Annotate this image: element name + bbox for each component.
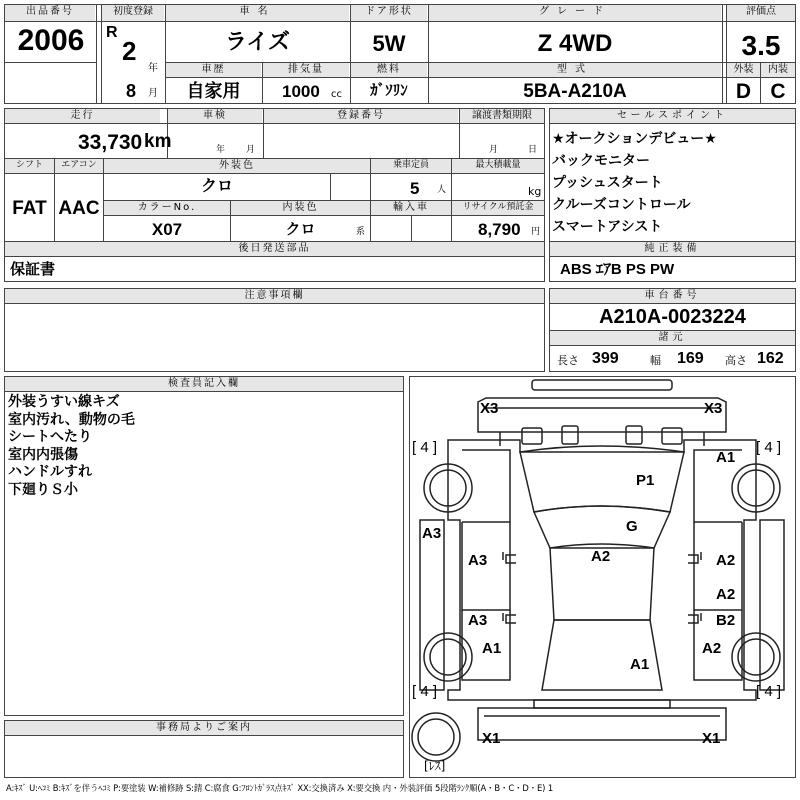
recycle-unit: 円 [531,227,541,237]
legend: A:ｷｽﾞ U:ﾍｺﾐ B:ｷｽﾞを伴うﾍｺﾐ P:要塗装 W:補修跡 S:錆 C:腐食 G:ﾌﾛﾝﾄｶﾞﾗｽ点ｷｽﾞ XX:交換済み X:要交換 内・外装評価 5段階ﾗﾝｸ順(A・B・C・D・E) 1 [6,783,554,793]
chassis-number: A210A-0023224 [599,306,746,328]
genuine-equipment: ABS ｴｱB PS PW [560,261,675,278]
inspector-label: 検査員記入欄 [168,378,240,389]
history: 自家用 [186,81,241,101]
month-unit: 月 [148,88,158,99]
fuel: ｶﾞｿﾘﾝ [370,82,408,99]
spare-tire-label: [ﾚｽ] [424,759,446,773]
exterior-grade: D [735,80,752,103]
length: 399 [592,350,619,367]
sales-point: スマートアシスト [552,219,663,235]
car-name-label: 車名 [239,6,276,17]
model: 5BA-A210A [523,81,627,102]
width: 169 [677,350,704,367]
interior-label: 内装 [768,64,788,75]
fuel-label: 燃料 [377,64,401,75]
load-unit: kg [528,185,542,198]
door-type: 5W [372,31,406,56]
inspector-note: シートへたり [8,429,92,445]
damage-front-door-right: A2 [716,552,736,569]
reg-year: 2 [122,36,137,66]
tire-front-right: [ 4 ] [756,439,782,456]
model-label: 型式 [557,64,593,75]
shift: FAT [12,198,47,219]
color-label: 外装色 [219,160,255,171]
recycle-label: リサイクル預託金 [462,202,534,212]
ac: AAC [58,198,100,219]
sales-point: バックモニター [552,153,650,169]
score: 3.5 [741,30,781,61]
first-reg-label: 初度登録 [113,6,153,17]
max-load-label: 最大積載量 [475,160,521,170]
displacement: 1000 [282,82,320,101]
damage-rear-door-right-a: A2 [716,586,736,603]
damage-front-door-left: A3 [468,552,488,569]
year-unit: 年 [148,63,158,74]
width-label: 幅 [650,354,661,367]
damage-left-side: A3 [422,525,442,542]
import-label: 輸入車 [393,202,429,213]
damage-front-left: X3 [480,400,499,417]
inspector-note: ハンドルすれ [8,464,92,480]
genuine-label: 純正装備 [644,243,701,254]
damage-windshield: G [626,518,638,535]
sales-point: クルーズコントロール [552,197,691,213]
tire-rear-left: [ 4 ] [412,683,438,700]
height: 162 [757,350,784,367]
displacement-unit: cc [331,89,342,100]
grade-label: グレード [539,6,611,17]
int-color-label: 内装色 [282,202,319,213]
damage-quarter-right: A2 [702,640,722,657]
inspector-note: 室内内張傷 [8,446,78,463]
transfer-month-unit: 月 [489,145,499,155]
lot-no-label: 出品番号 [26,6,74,17]
exterior-label: 外装 [733,64,754,75]
reg-no-label: 登録番号 [337,110,385,121]
damage-front-right: X3 [704,400,723,417]
sales-point: プッシュスタート [552,175,663,191]
damage-roof: A2 [591,548,611,565]
mileage-label: 走行 [70,110,95,121]
transfer-label: 譲渡書類期限 [472,110,532,121]
interior-color: クロ [285,221,316,238]
era: R [106,24,118,41]
insp-year-unit: 年 [216,145,226,155]
car-name: ライズ [224,29,291,54]
damage-bumper-rear-left: X1 [482,730,501,747]
lot-number: 2006 [17,24,85,57]
capacity-unit: 人 [437,185,447,195]
tire-front-left: [ 4 ] [412,439,438,456]
damage-rear-door-left: A3 [468,612,488,629]
later-parts-label: 後日発送部品 [238,243,311,254]
reg-month: 8 [126,81,137,101]
tire-rear-right: [ 4 ] [756,683,782,700]
length-label: 長さ [557,354,579,367]
insp-month-unit: 月 [246,145,256,155]
mileage-value: 33,730 [78,131,143,154]
sales-point: ★オークションデビュー★ [552,131,717,147]
int-color-unit: 系 [356,227,366,237]
chassis-label: 車台番号 [644,290,701,301]
damage-quarter-left: A1 [482,640,502,657]
inspector-note: 室内汚れ、動物の毛 [8,411,135,428]
later-parts: 保証書 [10,261,56,278]
mileage-unit: km [144,131,172,152]
recycle-fee: 8,790 [478,220,521,239]
color-no-label: カラーNo. [137,202,197,213]
shift-label: シフト [15,160,43,170]
sales-points-label: セールスポイント [616,110,729,121]
inspector-note: 下廻りＳ小 [8,481,78,498]
door-label: ドア形状 [365,6,413,17]
inspection-label: 車検 [203,110,227,121]
exterior-color: クロ [200,178,233,195]
grade: Z 4WD [537,30,613,57]
office-label: 事務局よりご案内 [156,722,252,733]
displacement-label: 排気量 [288,64,324,75]
damage-bumper-rear-right: X1 [702,730,721,747]
dims-label: 諸元 [658,332,687,343]
damage-fender-fr: A1 [716,449,736,466]
interior-grade: C [770,80,786,103]
height-label: 高さ [725,354,747,367]
notes-label: 注意事項欄 [244,290,305,301]
capacity: 5 [410,179,420,198]
ac-label: エアコン [61,160,97,170]
capacity-label: 乗車定員 [392,160,429,170]
history-label: 車歴 [201,64,226,75]
transfer-day-unit: 日 [528,145,538,155]
score-label: 評価点 [746,6,776,17]
inspector-note: 外装うすい線キズ [8,394,120,410]
color-no: X07 [151,220,183,239]
damage-rear-door-right-b: B2 [716,612,736,629]
damage-rear-glass: A1 [630,656,650,673]
damage-hood: P1 [636,472,655,489]
